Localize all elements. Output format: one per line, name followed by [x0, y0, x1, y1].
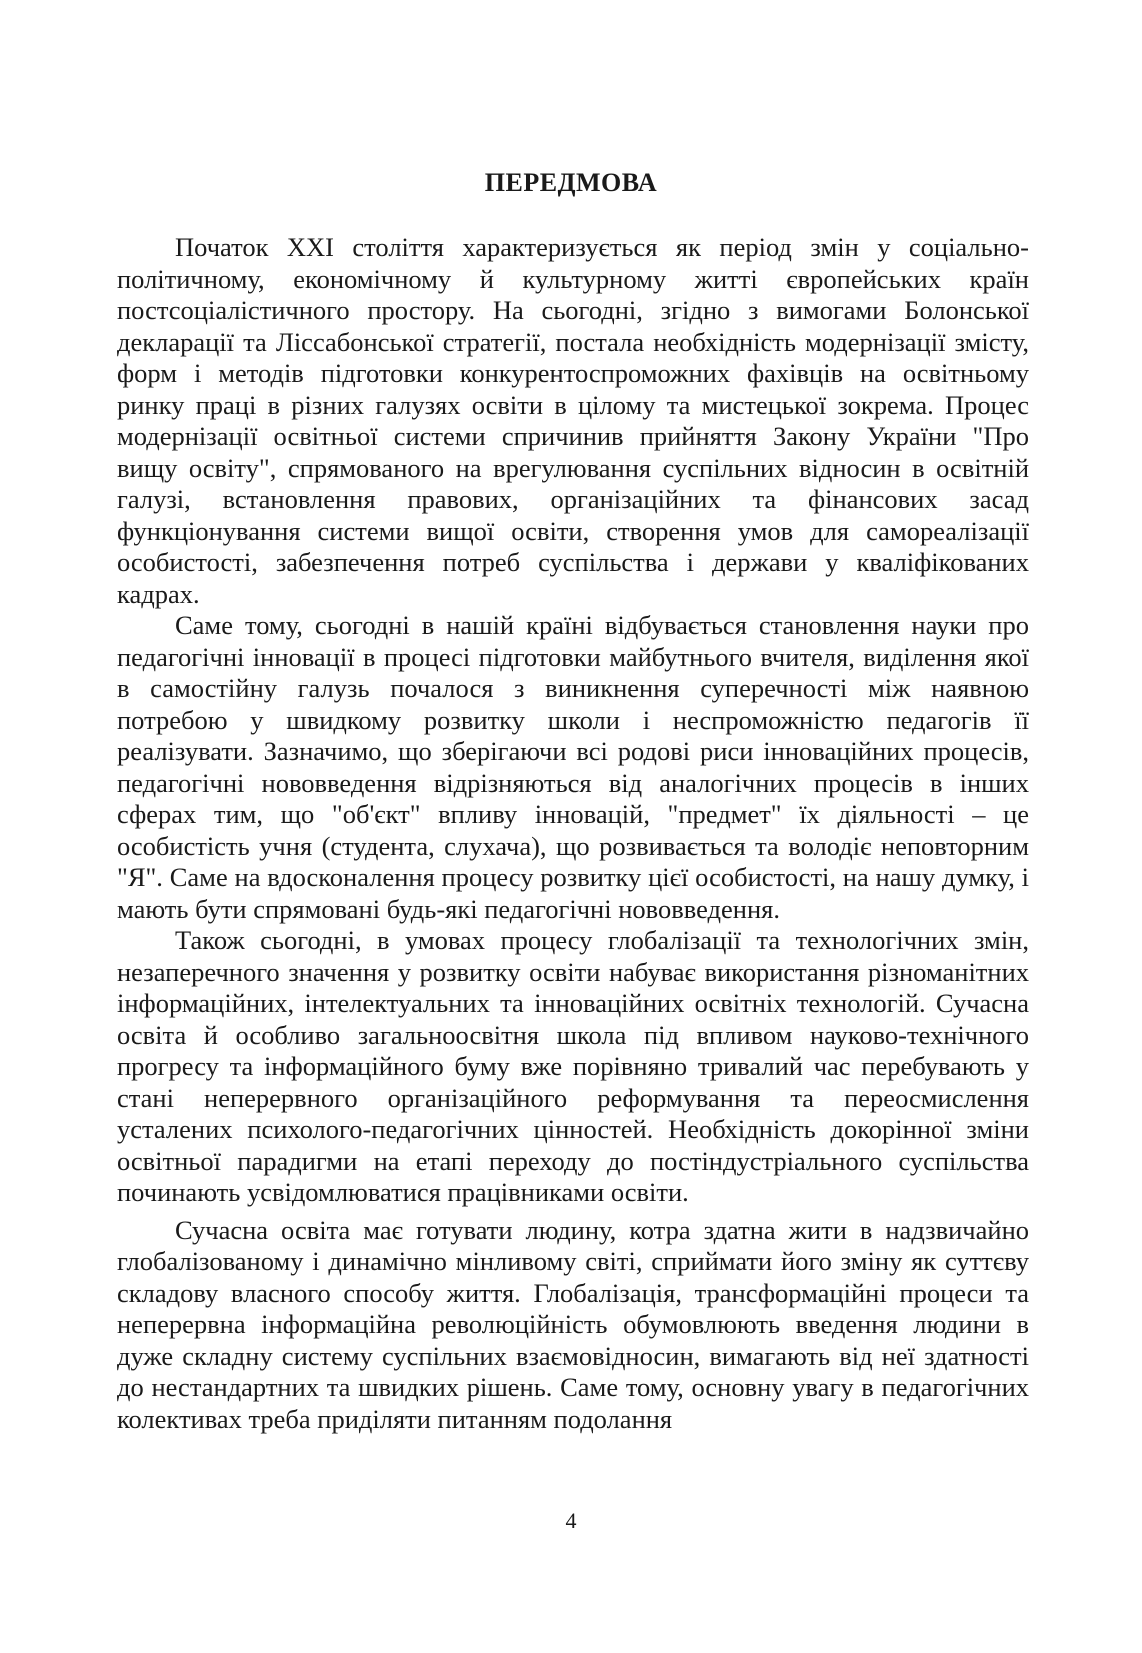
- paragraph-2: Саме тому, сьогодні в нашій країні відбувається становлення науки про педагогічні інновації в процесі підготовки майбутнього вчителя, виділення якої в самостійну галузь почалося з виникнення суперечності між наявною потребою у швидкому розвитку школи і неспроможністю педагогів її реалізувати. Зазначимо, що зберігаючи всі родові риси інноваційних процесів, педагогічні нововведення відрізняються від аналогічних процесів в інших сферах тим, що "об'єкт" впливу інновацій, "предмет" їх діяльності – це особистість учня (студента, слухача), що розвивається та володіє неповторним "Я". Саме на вдосконалення процесу розвитку цієї особистості, на нашу думку, і мають бути спрямовані будь-які педагогічні нововведення.: [117, 610, 1029, 924]
- page-title: ПЕРЕДМОВА: [484, 168, 658, 197]
- page-number: 4: [565, 1508, 577, 1533]
- paragraph-3: Також сьогодні, в умовах процесу глобалізації та технологічних змін, незаперечного значення у розвитку освіти набуває використання різноманітних інформаційних, інтелектуальних та інноваційних освітніх технологій. Сучасна освіта й особливо загальноосвітня школа під впливом науково-технічного прогресу та інформаційного буму вже порівняно тривалий час перебувають у стані неперервного організаційного реформування та переосмислення усталених психолого-педагогічних цінностей. Необхідність докорінної зміни освітньої парадигми на етапі переходу до постіндустріального суспільства починають усвідомлюватися працівниками освіти.: [117, 925, 1029, 1207]
- body-text: [117, 232, 1029, 1435]
- paragraph-1: Початок XXI століття характеризується як період змін у соціально-політичному, економічному й культурному житті європейських країн постсоціалістичного простору. На сьогодні, згідно з вимогами Болонської декларації та Ліссабонської стратегії, постала необхідність модернізації змісту, форм і методів підготовки конкурентоспроможних фахівців на освітньому ринку праці в різних галузях освіти в цілому та мистецької зокрема. Процес модернізації освітньої системи спричинив прийняття Закону України "Про вищу освіту", спрямованого на врегулювання суспільних відносин в освітній галузі, встановлення правових, організаційних та фінансових засад функціонування системи вищої освіти, створення умов для самореалізації особистості, забезпечення потреб суспільства і держави у кваліфікованих кадрах.: [117, 232, 1029, 609]
- paragraph-4: Сучасна освіта має готувати людину, котра здатна жити в надзвичайно глобалізованому і динамічно мінливому світі, сприймати його зміну як суттєву складову власного способу життя. Глобалізація, трансформаційні процеси та неперервна інформаційна революційність обумовлюють введення людини в дуже складну систему суспільних взаємовідносин, вимагають від неї здатності до нестандартних та швидких рішень. Саме тому, основну увагу в педагогічних колективах треба приділяти питанням подолання: [117, 1214, 1029, 1434]
